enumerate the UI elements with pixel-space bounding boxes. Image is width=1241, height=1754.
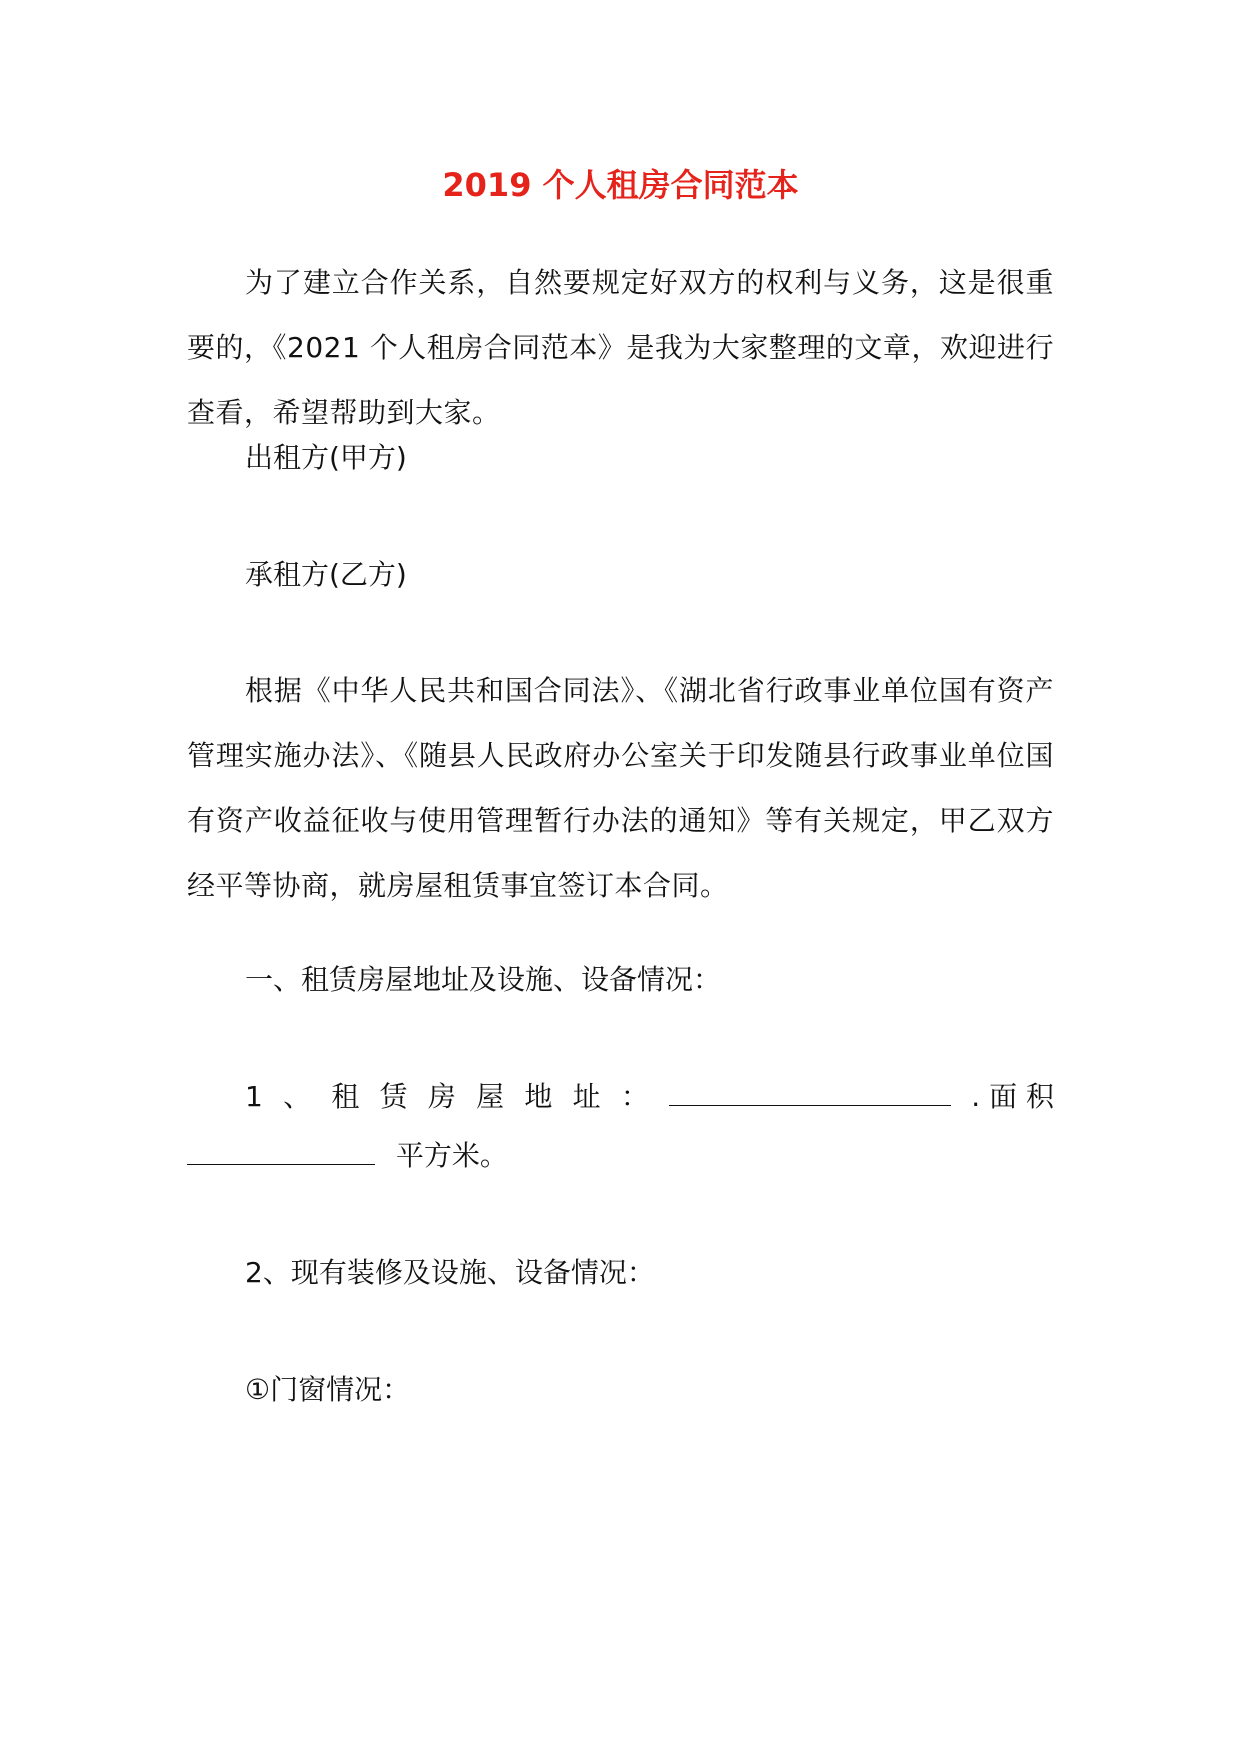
item-2-heading: 2、现有装修及设施、设备情况： [245,1256,655,1289]
intro-paragraph: 为了建立合作关系，自然要规定好双方的权利与义务，这是很重要的，《2021 个人租房合同范本》是我为大家整理的文章，欢迎进行查看，希望帮助到大家。 [187,266,1054,429]
address-colon: ： [620,1080,649,1113]
address-label-char: 屋 [476,1080,505,1113]
address-label-char: 租 [331,1080,360,1113]
area-blank[interactable] [187,1134,375,1165]
address-label-char: 址 [572,1080,601,1113]
lessee-line: 承租方(乙方) [245,558,407,591]
area-unit: 平方米。 [395,1139,508,1172]
area-label: . 面 积 [971,1080,1054,1113]
section-1-heading: 一、租赁房屋地址及设施、设备情况： [245,963,722,996]
address-label-char: 地 [524,1080,553,1113]
address-blank[interactable] [669,1075,951,1106]
item-number: 1 [245,1080,263,1113]
document-title: 2019 个人租房合同范本 [442,166,799,204]
address-label-char: 房 [427,1080,456,1113]
lessor-line: 出租方(甲方) [245,441,407,474]
item-2-1-heading: ①门窗情况： [245,1373,411,1406]
address-label-char: 赁 [379,1080,408,1113]
address-line [187,1064,1054,1129]
area-line [187,1123,1054,1188]
basis-paragraph: 根据《中华人民共和国合同法》、《湖北省行政事业单位国有资产管理实施办法》、《随县人民政府办公室关于印发随县行政事业单位国有资产收益征收与使用管理暂行办法的通知》等有关规定，甲乙双方经平等协商，就房屋租赁事宜签订本合同。 [187,674,1054,902]
item-separator: 、 [283,1080,312,1113]
